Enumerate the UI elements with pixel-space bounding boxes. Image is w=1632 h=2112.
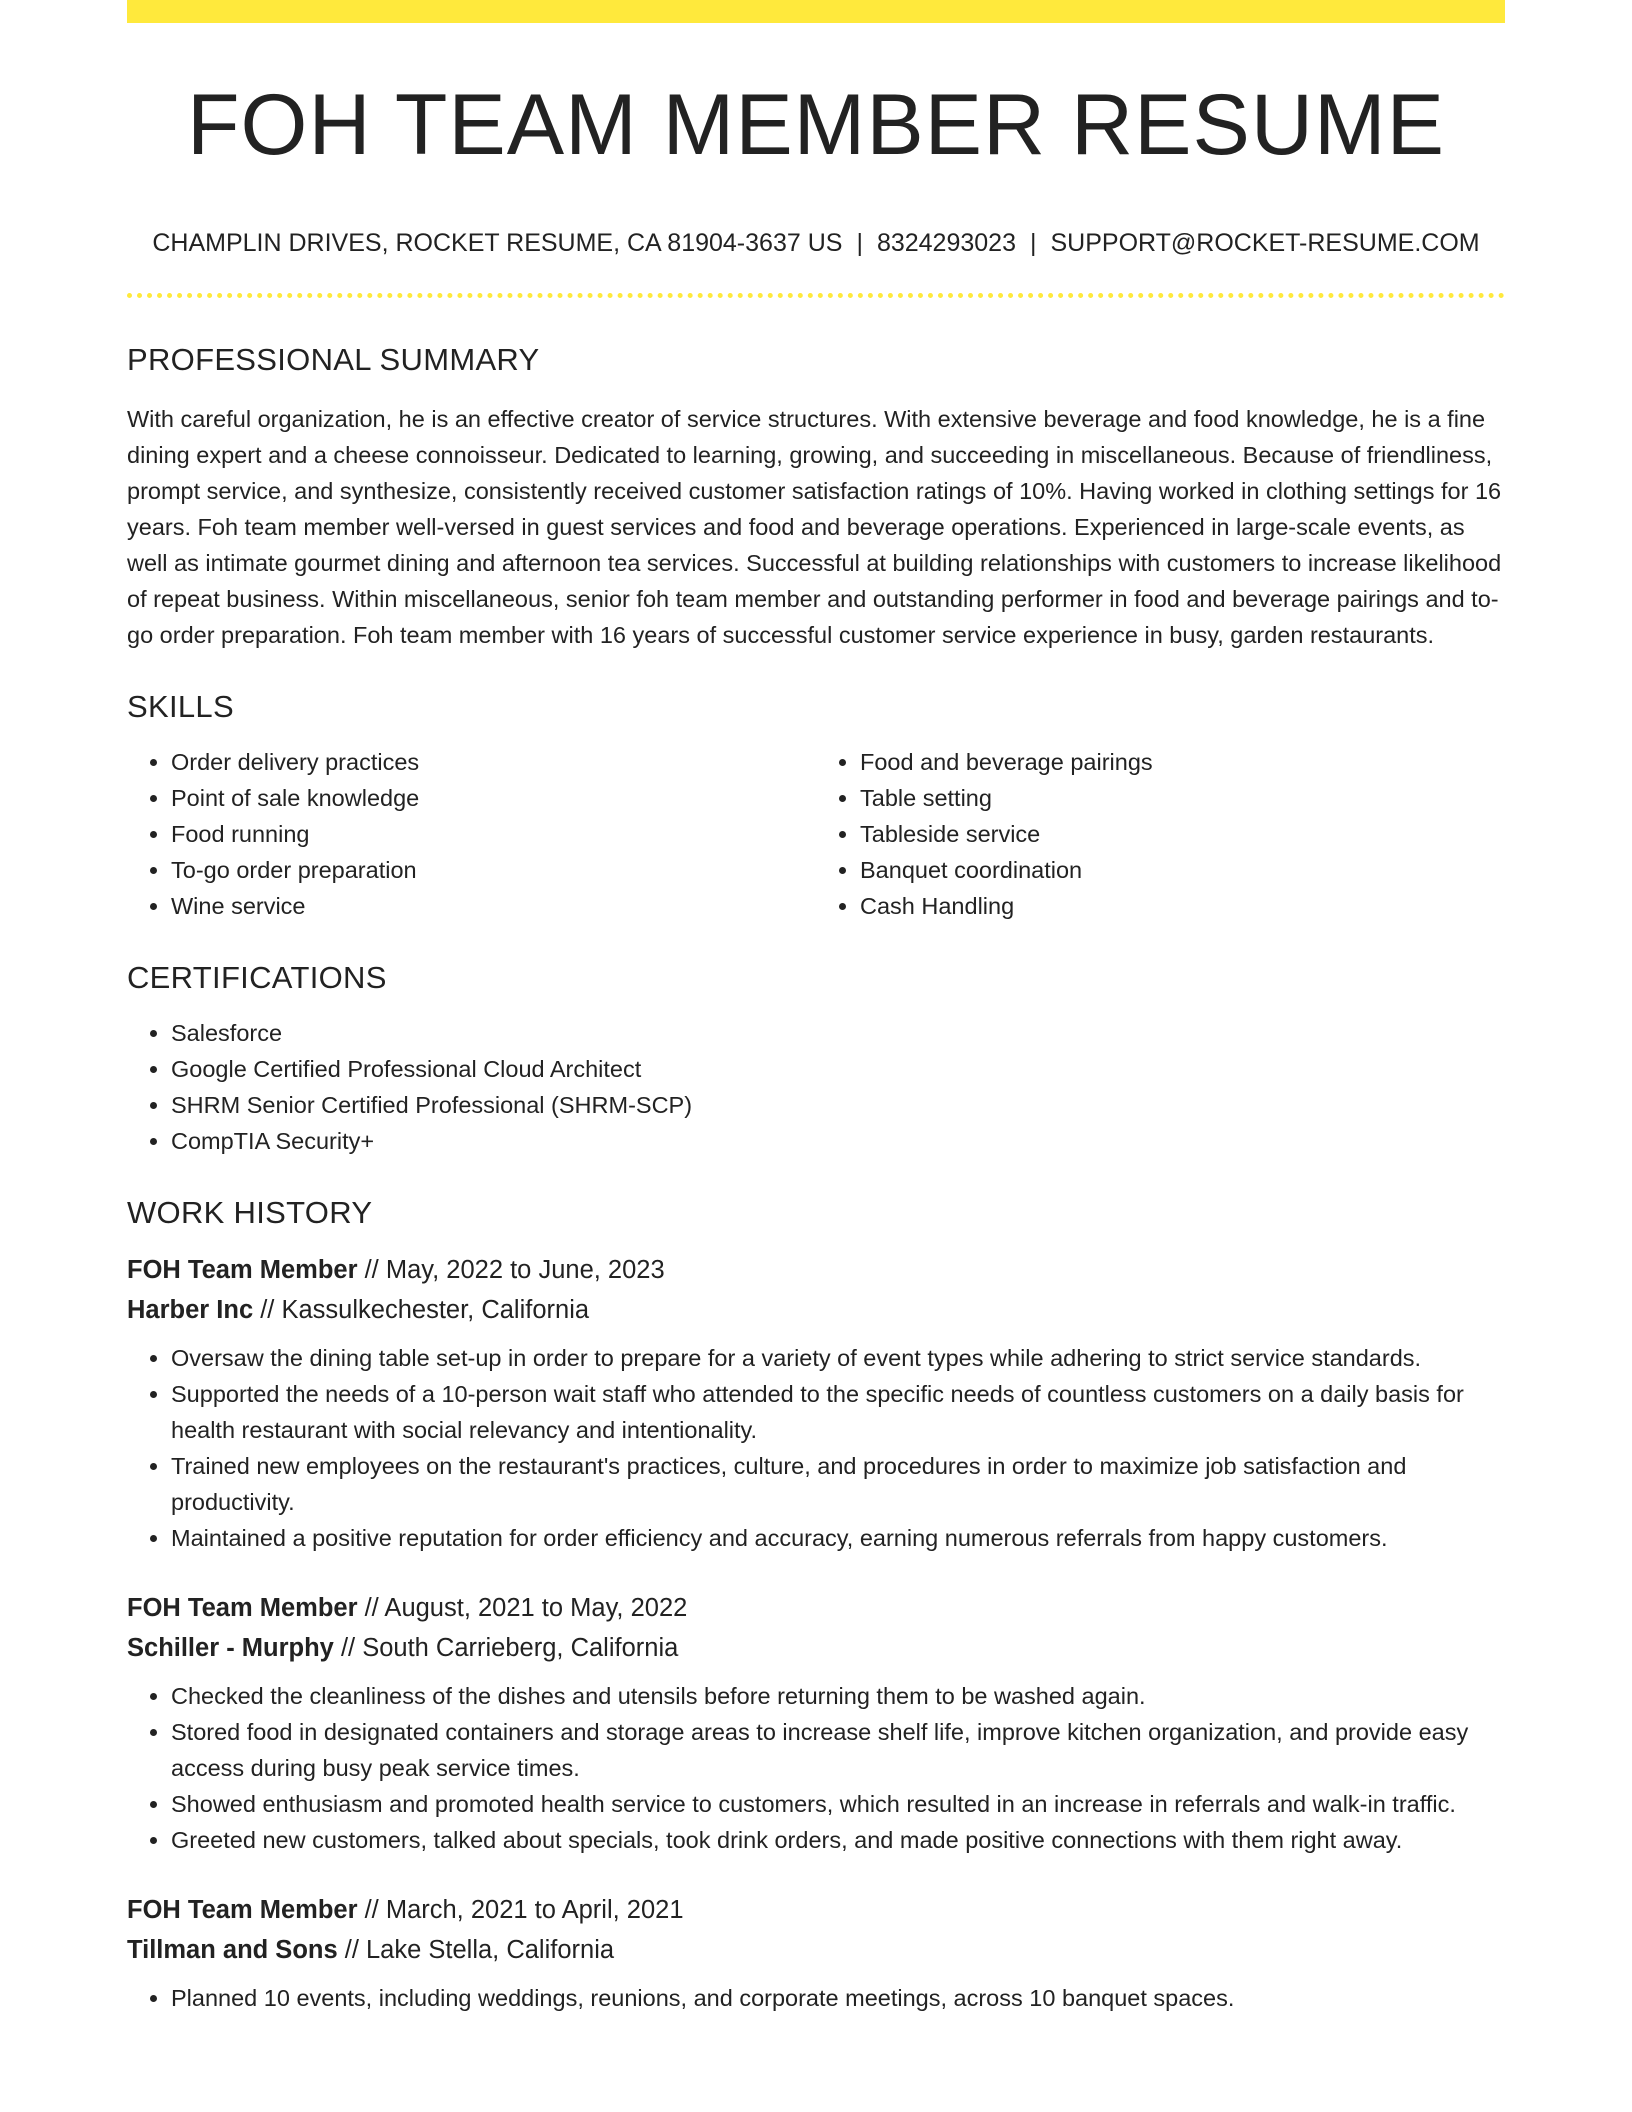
job-role: FOH Team Member (127, 1594, 358, 1622)
job-title-line (127, 1890, 1505, 1930)
certifications-heading: CERTIFICATIONS (127, 960, 387, 995)
job-duties-list (127, 1678, 1505, 1858)
resume-title: FOH TEAM MEMBER RESUME (187, 77, 1445, 173)
job-dates: // March, 2021 to April, 2021 (357, 1896, 684, 1924)
contact-phone: 8324293023 (876, 229, 1016, 257)
job-company-line (127, 1628, 1505, 1668)
skill-item: • Banquet coordination (860, 852, 1505, 888)
job-role: FOH Team Member (127, 1896, 358, 1924)
skill-item: • Food and beverage pairings (860, 744, 1505, 780)
work-history-heading: WORK HISTORY (127, 1195, 373, 1230)
job-company: Tillman and Sons (127, 1936, 338, 1964)
skills-list-right (816, 744, 1505, 924)
job-duty: • Trained new employees on the restaurant's practices, culture, and procedures in order to maximize job satisfaction and productivity. (171, 1448, 1505, 1520)
contact-address: CHAMPLIN DRIVES, ROCKET RESUME, CA 81904-3637 US (152, 229, 843, 257)
job-company-line (127, 1290, 1505, 1330)
skill-item: • To-go order preparation (171, 852, 816, 888)
skills-grid (127, 744, 1505, 924)
accent-top-bar (127, 0, 1505, 23)
contact-line (127, 231, 1505, 256)
job-company-line (127, 1930, 1505, 1970)
job-duty: • Maintained a positive reputation for order efficiency and accuracy, earning numerous referrals from happy customers. (171, 1520, 1505, 1556)
job-duty: • Oversaw the dining table set-up in order to prepare for a variety of event types while adhering to strict service standards. (171, 1340, 1505, 1376)
job-duties-list (127, 1340, 1505, 1556)
skill-item: • Tableside service (860, 816, 1505, 852)
job-duty: • Checked the cleanliness of the dishes and utensils before returning them to be washed again. (171, 1678, 1505, 1714)
job-location: // Kassulkechester, California (253, 1296, 590, 1324)
certification-item: • CompTIA Security+ (171, 1123, 1505, 1159)
job-duty: • Showed enthusiasm and promoted health service to customers, which resulted in an increase in referrals and walk-in traffic. (171, 1786, 1505, 1822)
job-duty: • Supported the needs of a 10-person wait staff who attended to the specific needs of countless customers on a daily basis for health restaurant with social relevancy and intentionality. (171, 1376, 1505, 1448)
job-duties-list (127, 1980, 1505, 2016)
summary-heading: PROFESSIONAL SUMMARY (127, 342, 540, 377)
contact-separator: | (1029, 229, 1037, 257)
job-dates: // May, 2022 to June, 2023 (357, 1256, 665, 1284)
job-company: Schiller - Murphy (127, 1634, 334, 1662)
certification-item: • Google Certified Professional Cloud Architect (171, 1051, 1505, 1087)
contact-email: SUPPORT@ROCKET-RESUME.COM (1050, 229, 1480, 257)
certifications-list (127, 1015, 1505, 1159)
skills-heading: SKILLS (127, 689, 234, 724)
skill-item: • Point of sale knowledge (171, 780, 816, 816)
job-title-line (127, 1250, 1505, 1290)
resume-page (127, 0, 1505, 2016)
skill-item: • Food running (171, 816, 816, 852)
certification-item: • Salesforce (171, 1015, 1505, 1051)
job-entry (127, 1250, 1505, 1556)
job-entry (127, 1588, 1505, 1858)
job-location: // Lake Stella, California (337, 1936, 615, 1964)
skill-item: • Cash Handling (860, 888, 1505, 924)
job-role: FOH Team Member (127, 1256, 358, 1284)
job-entry (127, 1890, 1505, 2016)
contact-separator: | (856, 229, 863, 257)
skill-item: • Wine service (171, 888, 816, 924)
dotted-divider (127, 293, 1505, 298)
job-duty: • Stored food in designated containers and storage areas to increase shelf life, improve kitchen organization, and provide easy access during busy peak service times. (171, 1714, 1505, 1786)
job-location: // South Carrieberg, California (333, 1634, 679, 1662)
job-company: Harber Inc (127, 1296, 254, 1324)
skills-list-left (127, 744, 816, 924)
summary-paragraph: With careful organization, he is an effective creator of service structures. With extensive beverage and food knowledge, he is a fine dining expert and a cheese connoisseur. Dedicated to learning, growing, and succeeding in miscellaneous. Because of friendliness, prompt service, and synthesize, consistently received customer satisfaction ratings of 10%. Having worked in clothing settings for 16 years. Foh team member well-versed in guest services and food and beverage operations. Experienced in large-scale events, as well as intimate gourmet dining and afternoon tea services. Successful at building relationships with customers to increase likelihood of repeat business. Within miscellaneous, senior foh team member and outstanding performer in food and beverage pairings and to-go order preparation. Foh team member with 16 years of successful customer service experience in busy, garden restaurants. (127, 406, 1502, 648)
skill-item: • Order delivery practices (171, 744, 816, 780)
skill-item: • Table setting (860, 780, 1505, 816)
job-title-line (127, 1588, 1505, 1628)
job-duty: • Greeted new customers, talked about specials, took drink orders, and made positive connections with them right away. (171, 1822, 1505, 1858)
job-duty: • Planned 10 events, including weddings, reunions, and corporate meetings, across 10 banquet spaces. (171, 1980, 1505, 2016)
job-dates: // August, 2021 to May, 2022 (357, 1594, 688, 1622)
certification-item: • SHRM Senior Certified Professional (SHRM-SCP) (171, 1087, 1505, 1123)
